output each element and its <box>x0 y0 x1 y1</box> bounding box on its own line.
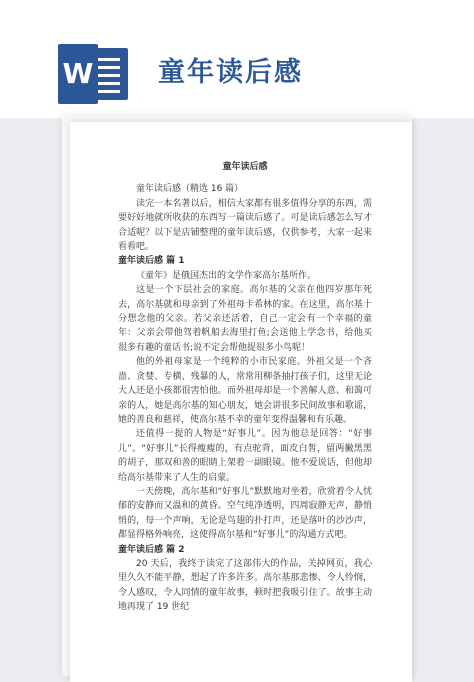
word-document-icon <box>58 44 130 104</box>
section-title: 童年读后感 篇 1 <box>118 256 185 267</box>
paragraph: 《童年》是俄国杰出的文学作家高尔基所作。 <box>136 270 317 281</box>
intro-paragraph: 读完一本名著以后，相信大家都有很多值得分享的东西，需要好好地就所收获的东西写一篇读后感了。可是读后感怎么写才合适呢？以下是店铺整理的童年读后感，仅供参考，大家一起来看看吧。 <box>118 198 372 253</box>
section-title: 童年读后感 篇 2 <box>118 544 185 555</box>
paragraph: 20 天后，我终于读完了这部伟大的作品，关掉网页，我心里久久不能平静，想起了许多许多。高尔基那悲惨、令人怜悯，令人感叹，令人同情的童年故事，顿时把我吸引住了。故事主动地再现了 19 世纪 <box>118 558 372 613</box>
word-logo-letter: W <box>58 44 98 104</box>
paragraph: 这是一个下层社会的家庭。高尔基的父亲在他四岁那年死去，高尔基就和母亲到了外祖母卡希林的家。在这里，高尔基十分想念他的父亲。若父亲还活着，自己一定会有一个幸福的童年：父亲会带他驾着帆船去海里打鱼;会送他上学念书，给他买很多有趣的童话书;说不定会帮他捉很多小鸟呢！ <box>118 285 372 353</box>
document-heading: 童年读后感 <box>222 162 268 172</box>
document-subtitle: 童年读后感（精选 16 篇） <box>136 184 244 195</box>
header-banner <box>0 0 474 118</box>
paragraph: 他的外祖母家是一个纯粹的小市民家庭。外祖父是一个吝啬、贪婪、专横、残暴的人，常常用柳条抽打孩子们，这里无论大人还是小孩都很害怕他。而外祖母却是一个善解人意、和蔼可亲的人，她是高尔基的知心朋友，她会讲很多民间故事和歌谣，她的善良和慈祥，使高尔基不幸的童年变得温馨和有乐趣。 <box>118 357 372 425</box>
document-content <box>118 160 372 615</box>
document-page <box>70 122 412 682</box>
paragraph: 一天傍晚，高尔基和“好事儿”默默地对坐着，欣赏着令人忧郁的安静而又温和的黄昏。空气纯净透明，四周寂静无声，静悄悄的，每一个声响，无论是鸟翅的扑打声，还是落叶的沙沙声，都显得格外响亮，这使得高尔基和“好事儿”的沟通方式吧。 <box>118 486 372 541</box>
paragraph: 还值得一提的人物是“好事儿”。因为他总是回答：“好事儿”。“好事儿”长得瘦瘦的，有点驼背，面皮白皙，留两撇黑黑的胡子，那双和善的眼睛上架着一副眼镜。他不爱说话，但他却给高尔基带来了人生的启蒙。 <box>118 429 372 483</box>
document-title: 童年读后感 <box>158 57 303 88</box>
